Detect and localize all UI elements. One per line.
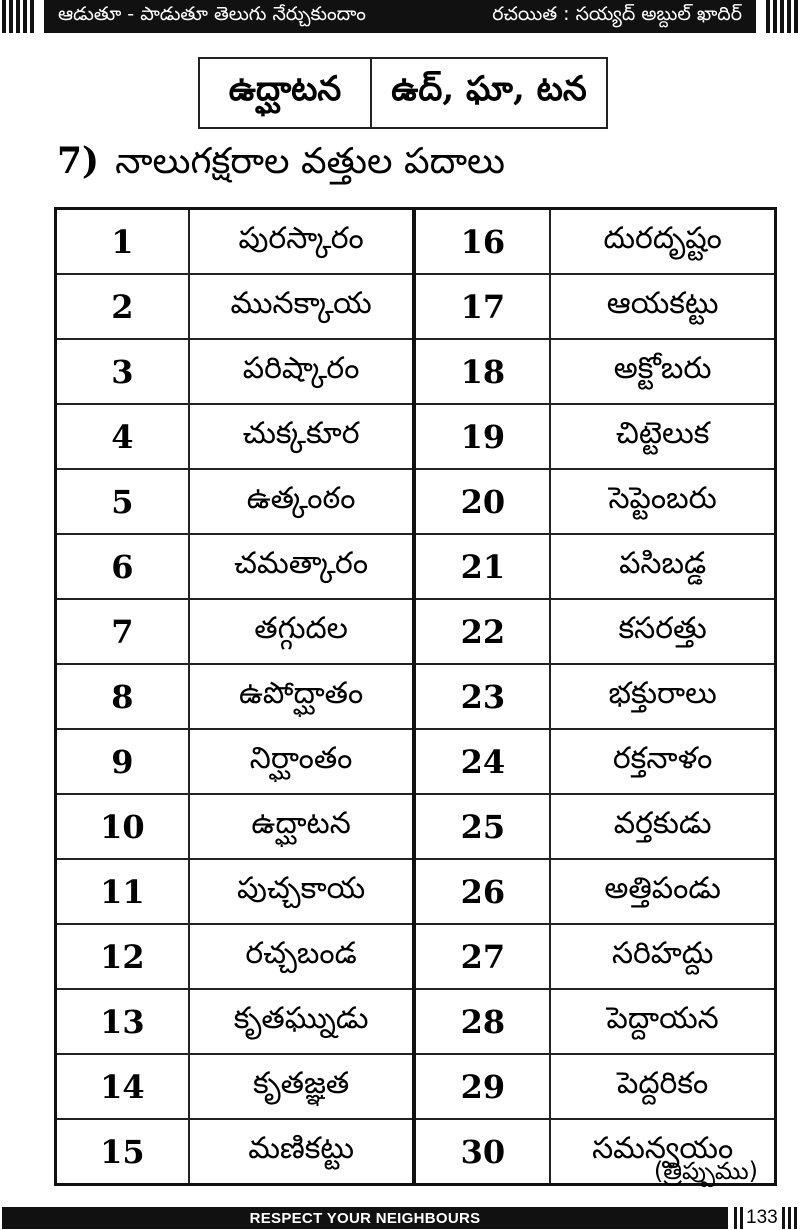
footer-motto: RESPECT YOUR NEIGHBOURS (249, 1209, 481, 1227)
row-number-right: 17 (414, 274, 550, 339)
word-split-box (198, 57, 608, 129)
row-number-right: 26 (414, 859, 550, 924)
table-row (56, 664, 776, 729)
word-left: మణికట్టు (189, 1119, 415, 1185)
word-right: భక్తురాలు (550, 664, 775, 729)
word-right: దురదృష్టం (550, 209, 775, 275)
example-split: ఉద్, ఘా, టన (391, 69, 587, 109)
author-credit: రచయిత : సయ్యద్ అబ్దుల్ ఖాదిర్ (492, 3, 742, 25)
page-number-block (734, 1207, 800, 1229)
example-word: ఉద్ఘాటన (200, 59, 372, 127)
section-number: 7) (57, 140, 100, 182)
word-table (54, 207, 777, 1186)
table-row (56, 469, 776, 534)
table-row (56, 404, 776, 469)
row-number-left: 2 (56, 274, 189, 339)
table-row (56, 859, 776, 924)
row-number-right: 27 (414, 924, 550, 989)
word-right: అత్తిపండు (550, 859, 775, 924)
row-number-left: 13 (56, 989, 189, 1054)
source-note: (త్రిప్పుము) (653, 1157, 758, 1185)
word-right: సరిహద్దు (550, 924, 775, 989)
row-number-left: 11 (56, 859, 189, 924)
word-left: రచ్చబండ (189, 924, 415, 989)
word-right: సమన్వయం (550, 1119, 775, 1185)
word-right: రక్తనాళం (550, 729, 775, 794)
word-right: వర్తకుడు (550, 794, 775, 859)
word-right: కసరత్తు (550, 599, 775, 664)
row-number-right: 25 (414, 794, 550, 859)
word-left: పరిష్కారం (189, 339, 415, 404)
word-right: పెద్దరికం (550, 1054, 775, 1119)
book-title: ఆడుతూ - పాడుతూ తెలుగు నేర్చుకుందాం (58, 3, 366, 25)
row-number-left: 1 (56, 209, 189, 275)
row-number-left: 5 (56, 469, 189, 534)
footer-band (2, 1207, 728, 1229)
row-number-left: 15 (56, 1119, 189, 1185)
table-row (56, 599, 776, 664)
header-stripes-left (2, 0, 34, 33)
word-left: చుక్కకూర (189, 404, 415, 469)
page-header (0, 0, 800, 33)
word-left: కృతజ్ఞత (189, 1054, 415, 1119)
word-left: తగ్గుదల (189, 599, 415, 664)
row-number-right: 28 (414, 989, 550, 1054)
word-left: ఉపోద్ఘాతం (189, 664, 415, 729)
header-band (44, 0, 756, 33)
row-number-left: 6 (56, 534, 189, 599)
word-left: మునక్కాయ (189, 274, 415, 339)
table-row (56, 729, 776, 794)
word-right: చిట్టెలుక (550, 404, 775, 469)
row-number-right: 22 (414, 599, 550, 664)
row-number-right: 21 (414, 534, 550, 599)
row-number-right: 23 (414, 664, 550, 729)
table-row (56, 339, 776, 404)
word-right: ఆయకట్టు (550, 274, 775, 339)
word-left: ఉత్కంఠం (189, 469, 415, 534)
row-number-left: 7 (56, 599, 189, 664)
word-right: పెద్దాయన (550, 989, 775, 1054)
word-left: కృతఘ్నుడు (189, 989, 415, 1054)
row-number-right: 18 (414, 339, 550, 404)
row-number-right: 29 (414, 1054, 550, 1119)
row-number-right: 24 (414, 729, 550, 794)
word-right: సెప్టెంబరు (550, 469, 775, 534)
word-left: ఉద్ఘాటన (189, 794, 415, 859)
word-right: పసిబడ్డ (550, 534, 775, 599)
table-row (56, 209, 776, 275)
section-title: నాలుగక్షరాల వత్తుల పదాలు (115, 141, 506, 182)
table-row (56, 989, 776, 1054)
row-number-left: 8 (56, 664, 189, 729)
row-number-right: 19 (414, 404, 550, 469)
row-number-right: 16 (414, 209, 550, 275)
header-stripes-right (766, 0, 798, 33)
page-number: 133 (746, 1207, 778, 1228)
page-footer (0, 1207, 800, 1230)
row-number-right: 20 (414, 469, 550, 534)
word-left: పుచ్చకాయ (189, 859, 415, 924)
row-number-left: 9 (56, 729, 189, 794)
row-number-left: 4 (56, 404, 189, 469)
table-row (56, 924, 776, 989)
row-number-right: 30 (414, 1119, 550, 1185)
word-left: చమత్కారం (189, 534, 415, 599)
word-left: పురస్కారం (189, 209, 415, 275)
table-row (56, 1054, 776, 1119)
section-heading (57, 140, 505, 191)
word-right: అక్టోబరు (550, 339, 775, 404)
row-number-left: 3 (56, 339, 189, 404)
word-left: నిర్ఘాంతం (189, 729, 415, 794)
row-number-left: 14 (56, 1054, 189, 1119)
table-row (56, 794, 776, 859)
table-row (56, 274, 776, 339)
table-row (56, 534, 776, 599)
row-number-left: 12 (56, 924, 189, 989)
row-number-left: 10 (56, 794, 189, 859)
